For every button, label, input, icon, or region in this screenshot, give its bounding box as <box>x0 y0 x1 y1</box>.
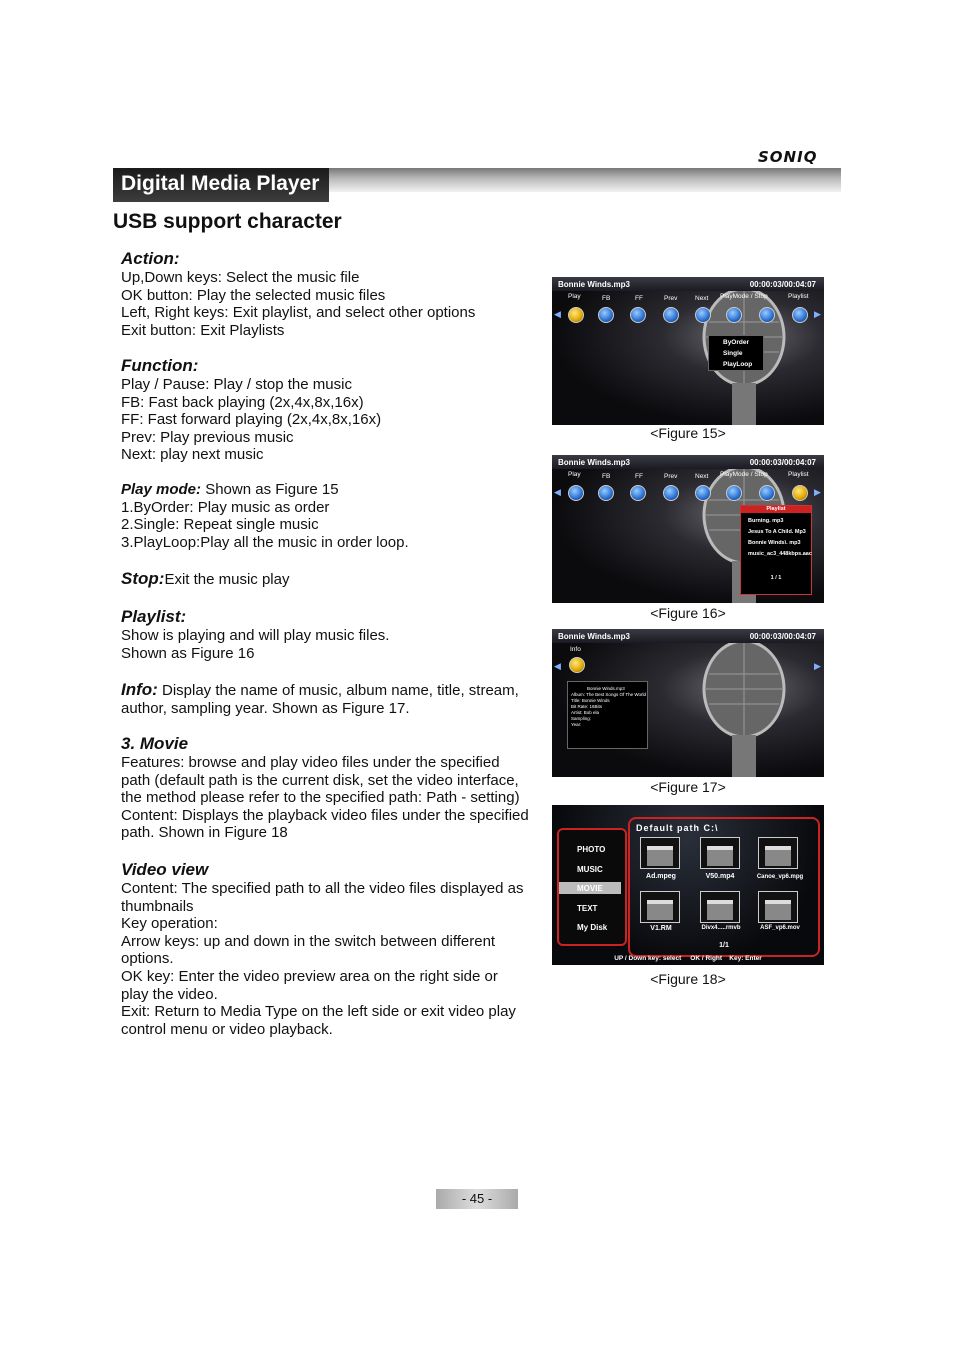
left-arrow-icon: ◀ <box>554 487 561 497</box>
playmode-heading: Play mode: <box>121 481 202 498</box>
playmode-section <box>121 481 549 551</box>
media-type-menu <box>557 828 627 946</box>
action-heading: Action: <box>121 249 180 268</box>
video-thumbnail-icon[interactable] <box>640 837 680 869</box>
figure-15-screenshot <box>552 277 824 425</box>
figure-18-caption: <Figure 18> <box>650 971 726 987</box>
prev-label: Prev <box>664 295 678 302</box>
key-help-bar: UP / Down key: select OK / Right Key: Enter <box>614 955 762 962</box>
mode-option[interactable]: ByOrder <box>723 339 750 346</box>
playlist-line: Shown as Figure 16 <box>121 644 255 662</box>
playlist-item[interactable]: Jesus To A Child. Mp3 <box>748 529 806 535</box>
playmode-line: 2.Single: Repeat single music <box>121 516 319 534</box>
file-name[interactable]: Divx4.....rmvb <box>701 925 741 931</box>
right-arrow-icon: ▶ <box>814 487 821 497</box>
brand-logo: SONIQ <box>758 148 818 166</box>
movie-heading: 3. Movie <box>121 734 189 753</box>
movie-line: Features: browse and play video files under the specified <box>121 754 500 771</box>
next-label: Next <box>695 473 709 480</box>
mode-option[interactable]: PlayLoop <box>723 361 753 368</box>
action-section <box>121 249 549 339</box>
menu-item-music[interactable]: MUSIC <box>577 865 603 874</box>
file-name[interactable]: Ad.mpeg <box>646 873 676 880</box>
info-button[interactable] <box>569 657 585 673</box>
fb-button[interactable] <box>598 485 614 501</box>
action-line: Up,Down keys: Select the music file <box>121 269 360 286</box>
videoview-line: play the video. <box>121 985 218 1003</box>
playmode-button[interactable] <box>726 307 742 323</box>
info-text: Display the name of music, album name, title, stream, <box>157 682 519 699</box>
next-label: Next <box>695 295 709 302</box>
menu-item-text[interactable]: TEXT <box>577 904 598 913</box>
fb-label: FB <box>602 473 611 480</box>
banner-title: Digital Media Player <box>121 172 320 195</box>
file-name[interactable]: ASF_vp6.mov <box>760 925 800 931</box>
video-thumbnail-icon[interactable] <box>758 891 798 923</box>
fb-button[interactable] <box>598 307 614 323</box>
videoview-line: Key operation: <box>121 915 218 933</box>
play-label: Play <box>568 471 581 478</box>
stop-button[interactable] <box>759 307 775 323</box>
function-line: Play / Pause: Play / stop the music <box>121 376 352 393</box>
playmode-stop-label: PlayMode / Stop <box>720 293 768 300</box>
right-arrow-icon: ▶ <box>814 309 821 319</box>
player-time: 00:00:03/00:04:07 <box>749 458 816 467</box>
page-heading: USB support character <box>113 210 342 233</box>
playlist-page: 1 / 1 <box>770 575 782 581</box>
info-line: Artist: Bob ela <box>571 710 600 715</box>
movie-line: path. Shown in Figure 18 <box>121 824 288 842</box>
playlist-item[interactable]: Burning. mp3 <box>748 518 784 524</box>
next-button[interactable] <box>695 307 711 323</box>
playlist-title: Playlist <box>741 506 811 513</box>
figure-16-screenshot <box>552 455 824 603</box>
player-filename: Bonnie Winds.mp3 <box>558 280 630 289</box>
left-arrow-icon: ◀ <box>554 661 561 671</box>
videoview-section <box>121 860 549 1038</box>
video-thumbnail-icon[interactable] <box>700 891 740 923</box>
info-line: Album: The Best Songs Of The World <box>571 692 647 697</box>
videoview-line: Content: The specified path to all the video files displayed as <box>121 880 524 897</box>
left-arrow-icon: ◀ <box>554 309 561 319</box>
stop-section <box>121 569 549 589</box>
function-line: Prev: Play previous music <box>121 428 294 446</box>
info-heading: Info: <box>121 680 158 699</box>
stop-text: Exit the music play <box>164 571 290 588</box>
playlist-button[interactable] <box>792 307 808 323</box>
movie-line: Content: Displays the playback video files under the specified <box>121 806 529 824</box>
file-name[interactable]: V50.mp4 <box>705 873 735 880</box>
play-button[interactable] <box>568 307 584 323</box>
info-popup <box>567 681 648 749</box>
playmode-popup <box>708 335 764 371</box>
file-name[interactable]: Canoe_vp6.mpg <box>756 874 804 880</box>
action-line: OK button: Play the selected music files <box>121 286 386 304</box>
function-section <box>121 356 549 464</box>
page-number: - 45 - <box>436 1189 518 1209</box>
microphone-icon <box>664 629 824 777</box>
movie-line: the method please refer to the specified path: Path - setting) <box>121 789 520 807</box>
info-label: Info <box>570 646 581 653</box>
player-filename: Bonnie Winds.mp3 <box>558 632 630 641</box>
prev-button[interactable] <box>663 307 679 323</box>
ff-label: FF <box>635 473 643 480</box>
videoview-line: control menu or video playback. <box>121 1020 333 1038</box>
file-browser-panel <box>628 817 820 957</box>
function-line: FF: Fast forward playing (2x,4x,8x,16x) <box>121 411 382 429</box>
playlist-item[interactable]: music_ac3_448kbps.aac <box>748 551 812 557</box>
movie-line: path (default path is the current disk, set the video interface, <box>121 771 519 789</box>
info-line: Bit Rate: 16Bits <box>571 704 603 709</box>
playmode-stop-label: PlayMode / Stop <box>720 471 768 478</box>
prev-label: Prev <box>664 473 678 480</box>
video-thumbnail-icon[interactable] <box>700 837 740 869</box>
playmode-intro: Shown as Figure 15 <box>201 481 339 498</box>
function-line: Next: play next music <box>121 446 264 464</box>
function-line: FB: Fast back playing (2x,4x,8x,16x) <box>121 393 364 411</box>
menu-item-photo[interactable]: PHOTO <box>577 845 606 854</box>
movie-section <box>121 734 549 842</box>
page-indicator: 1/1 <box>719 942 729 949</box>
playlist-button[interactable] <box>792 485 808 501</box>
function-heading: Function: <box>121 356 199 375</box>
next-button[interactable] <box>695 485 711 501</box>
ff-label: FF <box>635 295 643 302</box>
fb-label: FB <box>602 295 611 302</box>
video-thumbnail-icon[interactable] <box>758 837 798 869</box>
right-arrow-icon: ▶ <box>814 661 821 671</box>
videoview-line: thumbnails <box>121 897 194 915</box>
stop-heading: Stop: <box>121 569 165 588</box>
playlist-line: Show is playing and will play music files. <box>121 627 390 644</box>
action-line: Left, Right keys: Exit playlist, and select other options <box>121 304 476 322</box>
ff-button[interactable] <box>630 485 646 501</box>
file-name[interactable]: V1.RM <box>650 925 672 932</box>
figure-17-caption: <Figure 17> <box>650 779 726 795</box>
figure-16-caption: <Figure 16> <box>650 605 726 621</box>
figure-18-screenshot <box>552 805 824 965</box>
playmode-line: 3.PlayLoop:Play all the music in order loop. <box>121 533 409 551</box>
info-line: Year: <box>571 722 582 727</box>
videoview-heading: Video view <box>121 860 209 879</box>
action-line: Exit button: Exit Playlists <box>121 321 285 339</box>
prev-button[interactable] <box>663 485 679 501</box>
mode-option[interactable]: Single <box>723 350 743 357</box>
playlist-popup <box>740 505 812 595</box>
player-filename: Bonnie Winds.mp3 <box>558 458 630 467</box>
playlist-heading: Playlist: <box>121 607 187 626</box>
stop-button[interactable] <box>759 485 775 501</box>
figure-17-screenshot <box>552 629 824 777</box>
info-line: Title: Bonnie Winds <box>571 698 610 703</box>
videoview-line: OK key: Enter the video preview area on the right side or <box>121 967 498 985</box>
info-section <box>121 680 549 718</box>
menu-item-mydisk[interactable]: My Disk <box>577 923 608 932</box>
playlist-label: Playlist <box>788 471 809 478</box>
videoview-line: Arrow keys: up and down in the switch between different <box>121 932 496 950</box>
player-time: 00:00:03/00:04:07 <box>749 280 816 289</box>
videoview-line: options. <box>121 950 174 968</box>
menu-item-movie[interactable]: MOVIE <box>577 884 603 893</box>
videoview-line: Exit: Return to Media Type on the left side or exit video play <box>121 1003 516 1021</box>
play-button[interactable] <box>568 485 584 501</box>
default-path: Default path C:\ <box>636 823 719 833</box>
video-thumbnail-icon[interactable] <box>640 891 680 923</box>
info-text-2: author, sampling year. Shown as Figure 17. <box>121 700 410 717</box>
playlist-label: Playlist <box>788 293 809 300</box>
player-time: 00:00:03/00:04:07 <box>749 632 816 641</box>
info-line: Sampling: <box>571 716 592 721</box>
playmode-button[interactable] <box>726 485 742 501</box>
ff-button[interactable] <box>630 307 646 323</box>
playlist-item[interactable]: Bonnie Winds\. mp3 <box>748 540 801 546</box>
playmode-line: 1.ByOrder: Play music as order <box>121 498 330 516</box>
playlist-section <box>121 607 549 662</box>
figure-15-caption: <Figure 15> <box>650 425 726 441</box>
play-label: Play <box>568 293 581 300</box>
info-line: Bonnie Winds.mp3 <box>587 686 625 691</box>
